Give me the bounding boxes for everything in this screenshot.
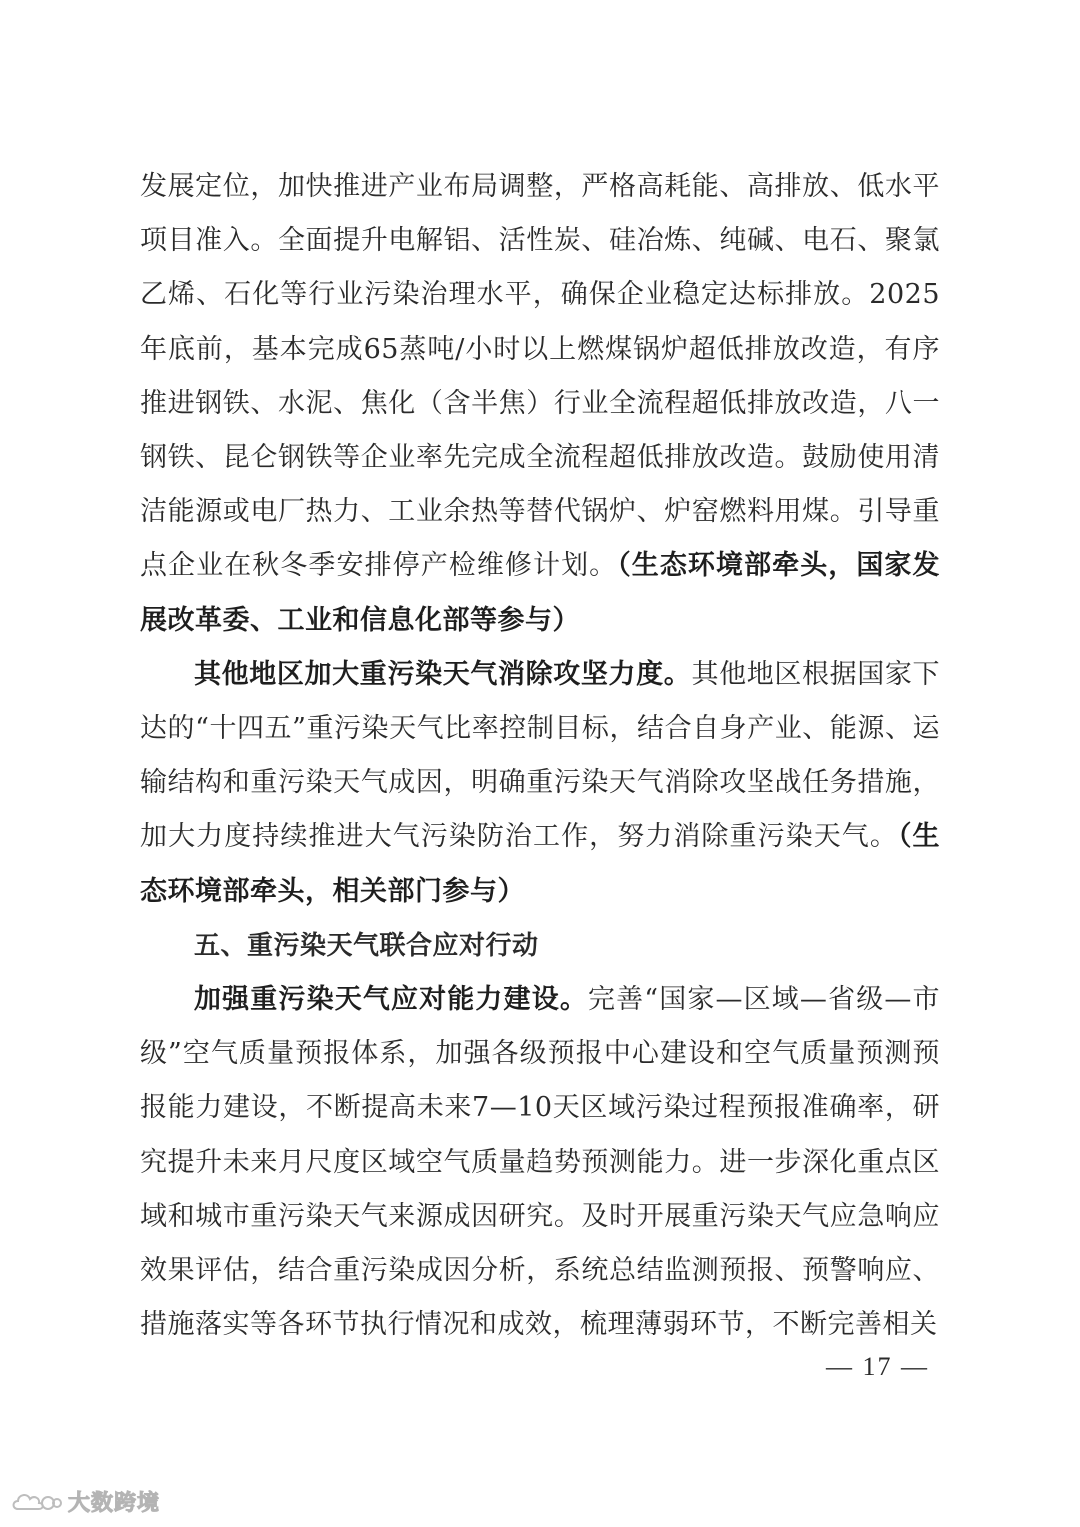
paragraph-continuation: [140, 160, 940, 648]
section-heading: 五、重污染天气联合应对行动: [194, 930, 539, 961]
paragraph-capacity-building: [140, 973, 940, 1352]
body-text: [140, 160, 940, 1352]
paragraph-title: 加强重污染天气应对能力建设。: [194, 984, 588, 1016]
paragraph-text: 发展定位，加快推进产业布局调整，严格高耗能、高排放、低水平项目准入。全面提升电解铝、活性炭、硅冶炼、纯碱、电石、聚氯乙烯、石化等行业污染治理水平，确保企业稳定达标排放。2025年底前，基本完成65蒸吨/小时以上燃煤锅炉超低排放改造，有序推进钢铁、水泥、焦化（含半焦）行业全流程超低排放改造，八一钢铁、昆仑钢铁等企业率先完成全流程超低排放改造。鼓励使用清洁能源或电厂热力、工业余热等替代锅炉、炉窑燃料用煤。引导重点企业在秋冬季安排停产检维修计划。: [140, 171, 940, 582]
cloud-logo-icon: [10, 1489, 62, 1515]
lead-department-note: （生态环境部牵头，国家发展改革委、工业和信息化部等参与）: [140, 550, 941, 636]
watermark: [10, 1486, 160, 1517]
watermark-text: 大数跨境: [68, 1491, 161, 1516]
lead-department-note: （生态环境部牵头，相关部门参与）: [140, 821, 941, 907]
page-number: — 17 —: [826, 1352, 929, 1381]
paragraph-text: 其他地区根据国家下达的“十四五”重污染天气比率控制目标，结合自身产业、能源、运输结构和重污染天气成因，明确重污染天气消除攻坚战任务措施，加大力度持续推进大气污染防治工作，努力消除重污染天气。: [140, 658, 941, 853]
paragraph-text: 完善“国家—区域—省级—市级”空气质量预报体系，加强各级预报中心建设和空气质量预测预报能力建设，不断提高未来7—10天区域污染过程预报准确率，研究提升未来月尺度区域空气质量趋势预测能力。进一步深化重点区域和城市重污染天气来源成因研究。及时开展重污染天气应急响应效果评估，结合重污染成因分析，系统总结监测预报、预警响应、措施落实等各环节执行情况和成效，梳理薄弱环节，不断完善相关: [140, 984, 941, 1341]
paragraph-title: 其他地区加大重污染天气消除攻坚力度。: [194, 658, 692, 690]
paragraph-other-regions: [140, 648, 940, 919]
